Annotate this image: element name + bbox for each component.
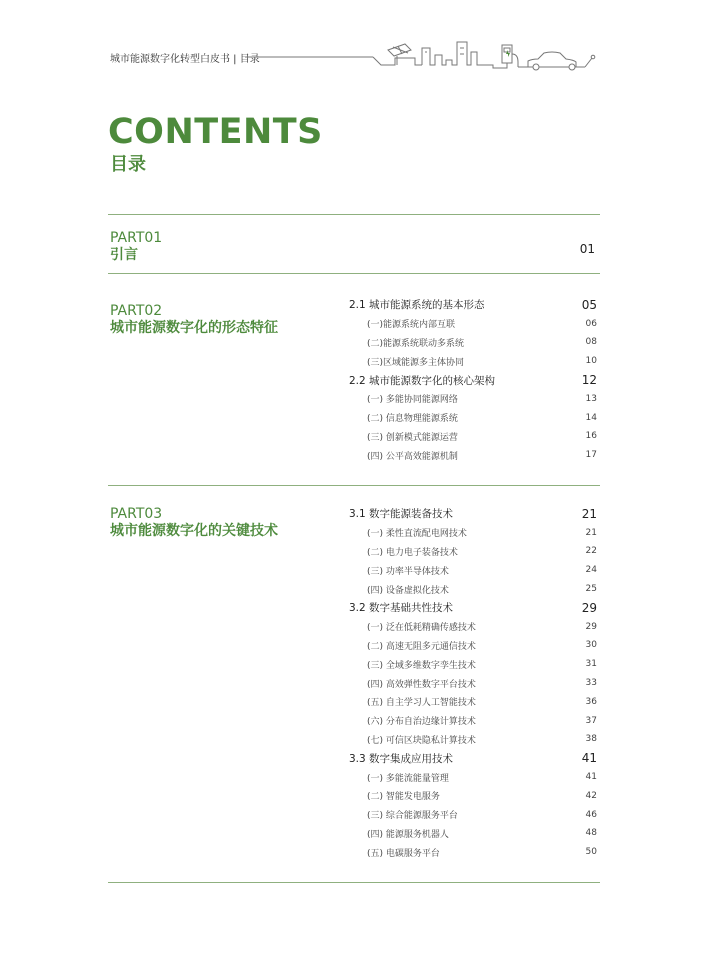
toc-page-number: 36 [585,696,597,707]
toc-item[interactable] [349,824,597,843]
toc-page-number: 25 [585,584,597,595]
toc-item-label: (三) 综合能源服务平台 [367,811,458,822]
toc-item[interactable] [349,408,597,427]
part02-toc [349,296,597,465]
toc-item-label: (四) 公平高效能源机制 [367,451,458,462]
toc-item[interactable] [349,580,597,599]
toc-page-number: 29 [585,621,597,632]
toc-page-number: 37 [585,715,597,726]
toc-section[interactable] [349,371,597,390]
part01-page[interactable]: 01 [579,242,595,256]
toc-item-label: (二) 智能发电服务 [367,792,440,803]
toc-page-number: 42 [585,790,597,801]
toc-item-label: (四) 高效弹性数字平台技术 [367,679,476,690]
toc-page-number: 38 [585,734,597,745]
part03-label: PART03 [110,506,163,522]
part02-title: 城市能源数字化的形态特征 [110,320,278,336]
toc-item-label: (一)能源系统内部互联 [367,320,456,331]
toc-item[interactable] [349,389,597,408]
toc-item[interactable] [349,655,597,674]
toc-item[interactable] [349,352,597,371]
toc-page-number: 48 [585,828,597,839]
toc-item[interactable] [349,730,597,749]
toc-page-number: 46 [585,809,597,820]
part03-title: 城市能源数字化的关键技术 [110,523,278,539]
toc-item-label: (一) 多能协同能源网络 [367,395,458,406]
toc-page-number: 30 [585,640,597,651]
toc-section-label: 3.2 数字基础共性技术 [349,602,454,615]
toc-page-number: 17 [585,450,597,461]
toc-page-number: 24 [585,565,597,576]
toc-page-number: 21 [581,506,597,521]
toc-item-label: (七) 可信区块隐私计算技术 [367,735,476,746]
toc-page-number: 50 [585,847,597,858]
part03-toc [349,505,597,862]
toc-item[interactable] [349,542,597,561]
toc-item-label: (二) 高速无阻多元通信技术 [367,641,476,652]
toc-page-number: 31 [585,659,597,670]
toc-item[interactable] [349,427,597,446]
toc-page-number: 22 [585,546,597,557]
toc-section[interactable] [349,505,597,524]
toc-section[interactable] [349,598,597,617]
toc-item-label: (五) 电碳服务平台 [367,848,440,859]
toc-page-number: 29 [581,600,597,615]
toc-page-number: 21 [585,527,597,538]
toc-item-label: (一) 多能流能量管理 [367,773,449,784]
toc-item[interactable] [349,692,597,711]
toc-page-number: 33 [585,678,597,689]
toc-page-number: 06 [585,318,597,329]
contents-subtitle: 目录 [110,154,146,175]
toc-item[interactable] [349,768,597,787]
toc-page-number: 41 [585,772,597,783]
toc-section-label: 2.1 城市能源系统的基本形态 [349,299,485,312]
toc-section-label: 3.1 数字能源装备技术 [349,508,454,521]
toc-page-number: 10 [585,356,597,367]
contents-title: CONTENTS [108,112,323,152]
toc-section-label: 3.3 数字集成应用技术 [349,752,454,765]
toc-item-label: (四) 设备虚拟化技术 [367,585,449,596]
divider [108,214,600,215]
toc-item-label: (一) 泛在低耗精确传感技术 [367,623,476,634]
toc-item-label: (三) 功率半导体技术 [367,566,449,577]
toc-item[interactable] [349,333,597,352]
toc-section-label: 2.2 城市能源数字化的核心架构 [349,374,496,387]
toc-item-label: (六) 分布自治边缘计算技术 [367,717,476,728]
toc-page-number: 16 [585,431,597,442]
toc-item[interactable] [349,617,597,636]
toc-page-number: 08 [585,337,597,348]
toc-item[interactable] [349,786,597,805]
toc-item[interactable] [349,561,597,580]
toc-item-label: (三) 全域多维数字孪生技术 [367,660,476,671]
toc-page-number: 05 [581,297,597,312]
city-skyline-illustration [245,40,605,76]
toc-section[interactable] [349,749,597,768]
divider [108,273,600,274]
toc-item[interactable] [349,843,597,862]
toc-item-label: (二) 信息物理能源系统 [367,414,458,425]
toc-item[interactable] [349,711,597,730]
toc-page-number: 14 [585,412,597,423]
toc-item-label: (五) 自主学习人工智能技术 [367,698,476,709]
part01-label: PART01 [110,230,163,246]
header-title: 城市能源数字化转型白皮书 | 目录 [110,54,260,65]
toc-item[interactable] [349,636,597,655]
toc-page-number: 12 [581,373,597,388]
toc-item-label: (三) 创新模式能源运营 [367,432,458,443]
toc-item[interactable] [349,674,597,693]
toc-item-label: (二)能源系统联动多系统 [367,338,465,349]
toc-item[interactable] [349,314,597,333]
toc-item-label: (二) 电力电子装备技术 [367,547,458,558]
toc-item[interactable] [349,805,597,824]
toc-page-number: 13 [585,393,597,404]
divider [108,882,600,883]
part01-title: 引言 [110,247,138,263]
toc-section[interactable] [349,296,597,315]
toc-item[interactable] [349,446,597,465]
toc-item-label: (三)区域能源多主体协同 [367,357,465,368]
toc-item[interactable] [349,523,597,542]
part02-label: PART02 [110,303,163,319]
toc-page-number: 41 [581,751,597,766]
divider [108,485,600,486]
toc-item-label: (四) 能源服务机器人 [367,829,449,840]
toc-item-label: (一) 柔性直流配电网技术 [367,529,467,540]
